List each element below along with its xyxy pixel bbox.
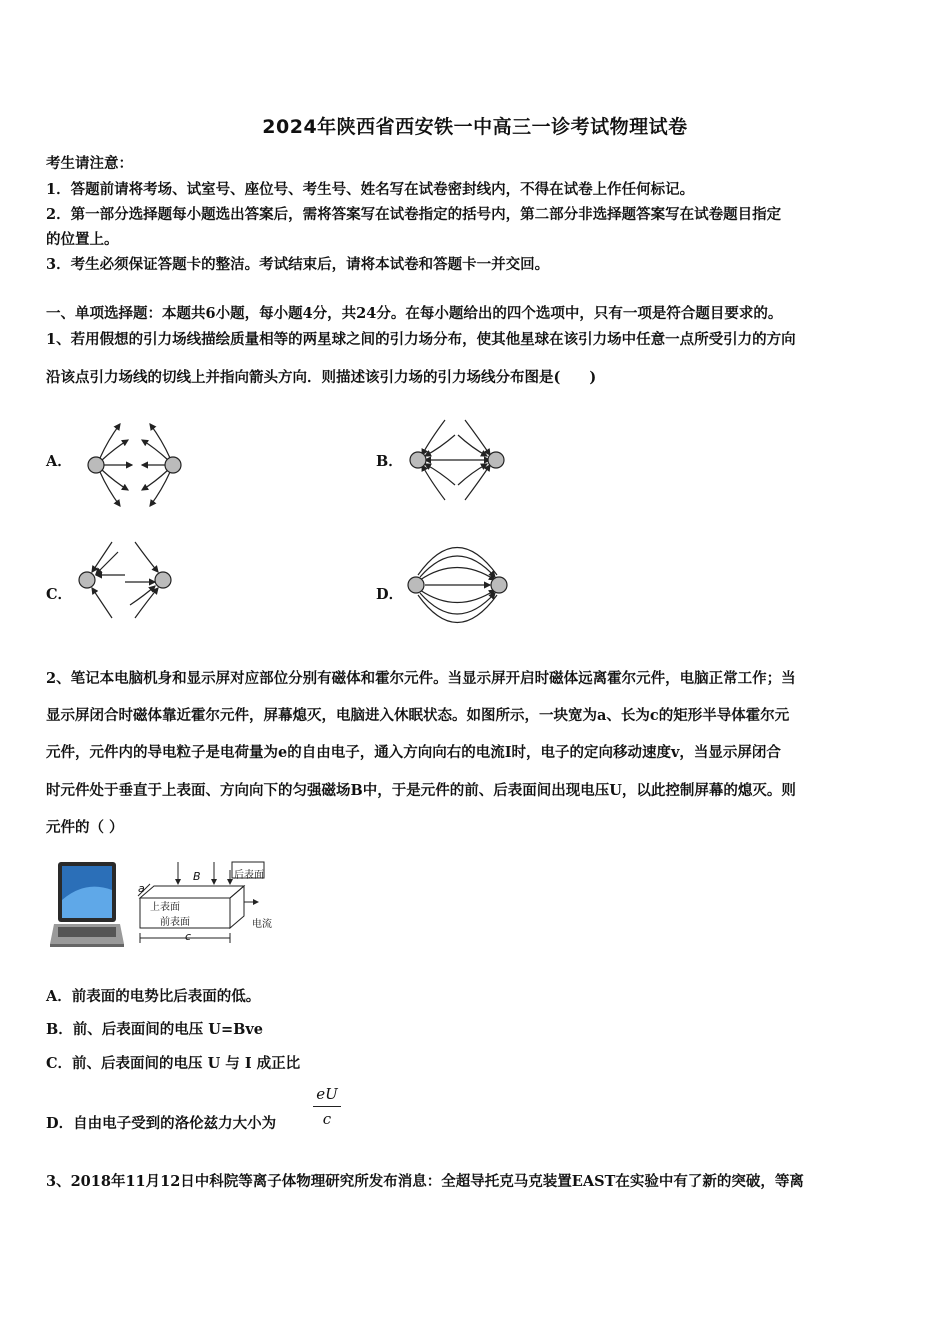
q2-option-a: A．前表面的电势比后表面的低。 bbox=[46, 988, 261, 1005]
fraction-bar bbox=[313, 1106, 341, 1107]
section-heading: 一、单项选择题：本题共6小题，每小题4分，共24分。在每小题给出的四个选项中，只有一项是符合题目要求的。 bbox=[46, 305, 783, 322]
q2-option-c: C．前、后表面间的电压 U 与 I 成正比 bbox=[46, 1055, 301, 1072]
notice-item-1: 1．答题前请将考场、试室号、座位号、考生号、姓名写在试卷密封线内，不得在试卷上作任何标记。 bbox=[46, 181, 695, 198]
notice-item-2-cont: 的位置上。 bbox=[46, 231, 119, 248]
length-c-label: c bbox=[185, 930, 192, 943]
field-diagram-b bbox=[410, 420, 504, 500]
q2-line-5: 元件的（ ） bbox=[46, 819, 124, 836]
current-label: 电流 bbox=[252, 919, 272, 930]
field-diagram-c bbox=[79, 542, 171, 618]
q2-line-2: 显示屏闭合时磁体靠近霍尔元件，屏幕熄灭，电脑进入休眠状态。如图所示，一块宽为a、长为c的矩形半导体霍尔元 bbox=[46, 707, 790, 724]
b-field-label: B bbox=[193, 870, 201, 883]
q2-line-3: 元件，元件内的导电粒子是电荷量为e的自由电子，通入方向向右的电流I时，电子的定向移动速度v，当显示屏闭合 bbox=[46, 744, 781, 761]
notice-item-3: 3．考生必须保证答题卡的整洁。考试结束后，请将本试卷和答题卡一并交回。 bbox=[46, 256, 550, 273]
back-surface-label: 后表面 bbox=[234, 870, 264, 881]
q2-option-d: D．自由电子受到的洛伦兹力大小为 bbox=[46, 1115, 277, 1132]
notice-heading: 考生请注意： bbox=[46, 155, 133, 172]
laptop-image bbox=[50, 860, 130, 950]
page-title: 2024年陕西省西安铁一中高三一诊考试物理试卷 bbox=[262, 116, 688, 138]
field-diagram-d bbox=[408, 548, 507, 623]
top-surface-label: 上表面 bbox=[150, 902, 180, 913]
q1-line-2: 沿该点引力场线的切线上并指向箭头方向．则描述该引力场的引力场线分布图是( ) bbox=[46, 369, 597, 386]
field-diagram-a bbox=[88, 424, 181, 506]
q1-option-a-label: A． bbox=[46, 453, 72, 470]
q2-line-4: 时元件处于垂直于上表面、方向向下的匀强磁场B中，于是元件的前、后表面间出现电压U，以此控制屏幕的熄灭。则 bbox=[46, 782, 796, 799]
fraction-denominator: c bbox=[322, 1110, 332, 1128]
q1-option-b-label: B． bbox=[376, 453, 403, 470]
fraction-numerator: eU bbox=[316, 1085, 338, 1103]
q1-option-c-label: C． bbox=[46, 586, 73, 603]
q2-option-b: B．前、后表面间的电压 U=Bve bbox=[46, 1021, 264, 1038]
front-surface-label: 前表面 bbox=[160, 917, 190, 928]
q1-line-1: 1、若用假想的引力场线描绘质量相等的两星球之间的引力场分布，使其他星球在该引力场中任意一点所受引力的方向 bbox=[46, 331, 796, 348]
q1-option-d-label: D． bbox=[376, 586, 404, 603]
q3-line-1: 3、2018年11月12日中科院等离子体物理研究所发布消息：全超导托克马克装置EAST在实验中有了新的突破，等离 bbox=[46, 1173, 804, 1190]
width-a-label: a bbox=[138, 882, 145, 895]
notice-item-2: 2．第一部分选择题每小题选出答案后，需将答案写在试卷指定的括号内，第二部分非选择题答案写在试卷题目指定 bbox=[46, 206, 782, 223]
q2-line-1: 2、笔记本电脑机身和显示屏对应部位分别有磁体和霍尔元件。当显示屏开启时磁体远离霍尔元件，电脑正常工作；当 bbox=[46, 670, 796, 687]
